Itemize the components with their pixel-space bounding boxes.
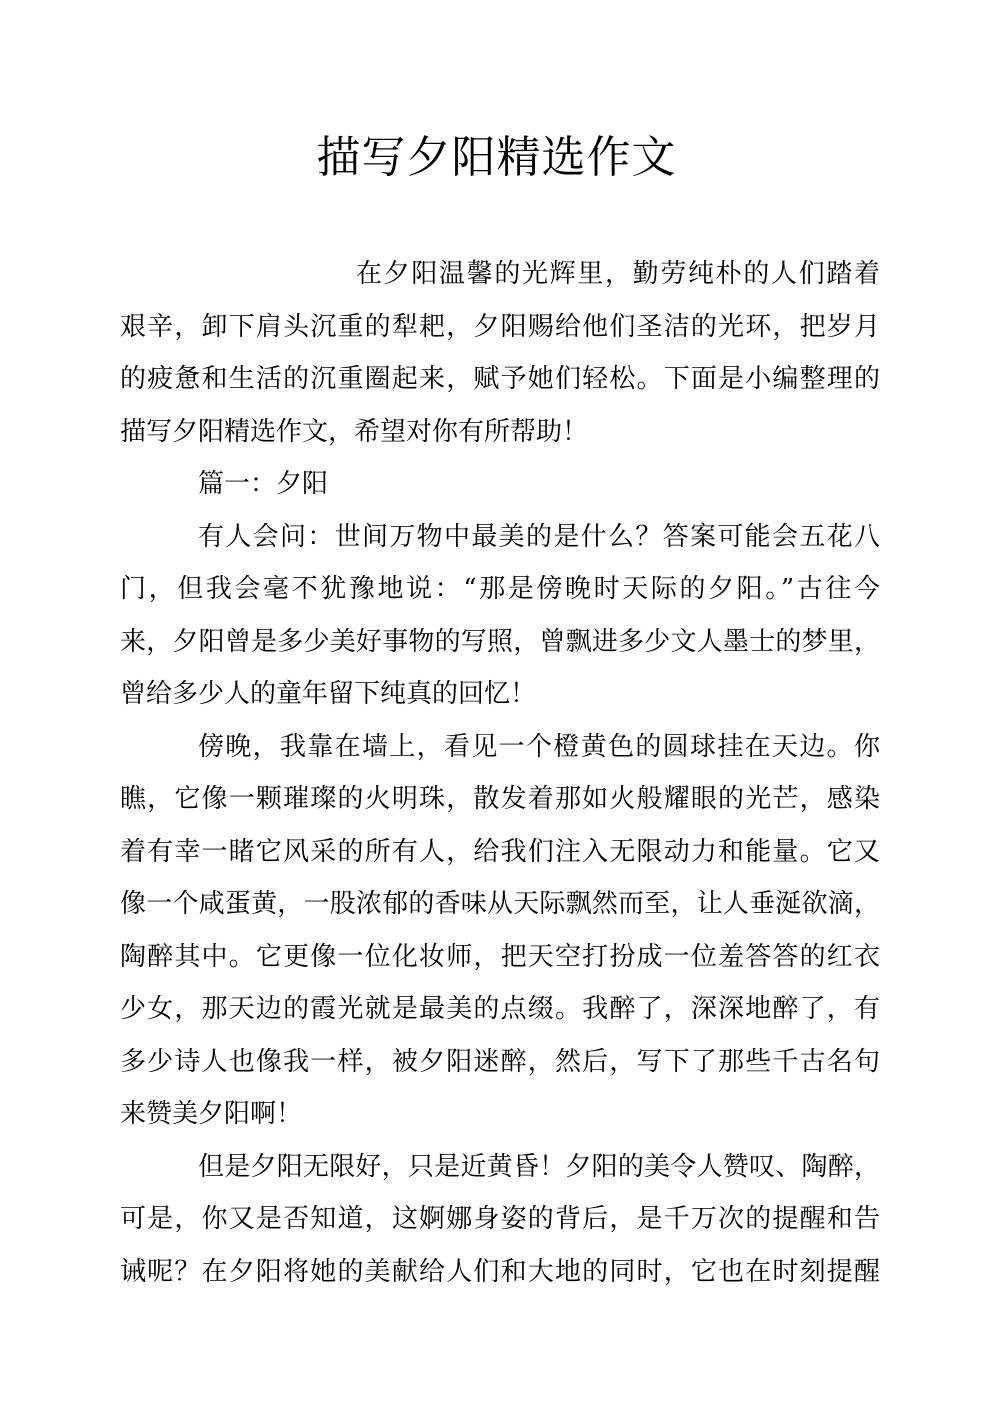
text-line: 多少诗人也像我一样，被夕阳迷醉，然后，写下了那些千古名句 — [120, 1046, 880, 1077]
document-title: 描写夕阳精选作文 — [316, 132, 677, 183]
text-line: 有人会问：世间万物中最美的是什么？答案可能会五花八 — [198, 521, 880, 552]
text-line: 诫呢？在夕阳将她的美献给人们和大地的同时，它也在时刻提醒 — [120, 1256, 880, 1287]
text-line: 来赞美夕阳啊！ — [120, 1099, 303, 1129]
text-line: 傍晚，我靠在墙上，看见一个橙黄色的圆球挂在天边。你 — [198, 731, 880, 762]
text-line: 来，夕阳曾是多少美好事物的写照，曾飘进多少文人墨士的梦里， — [120, 626, 880, 657]
text-line: 陶醉其中。它更像一位化妆师，把天空打扮成一位羞答答的红衣 — [120, 941, 880, 972]
text-line: 像一个咸蛋黄，一股浓郁的香味从天际飘然而至，让人垂涎欲滴， — [120, 889, 880, 919]
text-line: 瞧，它像一颗璀璨的火明珠，散发着那如火般耀眼的光芒，感染 — [120, 784, 880, 814]
text-line: 艰辛，卸下肩头沉重的犁耙，夕阳赐给他们圣洁的光环，把岁月 — [120, 311, 880, 342]
text-line: 可是，你又是否知道，这婀娜身姿的背后，是千万次的提醒和告 — [120, 1204, 880, 1234]
text-line: 篇一：夕阳 — [198, 469, 329, 499]
text-line: 但是夕阳无限好，只是近黄昏！夕阳的美令人赞叹、陶醉， — [198, 1151, 880, 1182]
text-line: 少女，那天边的霞光就是最美的点缀。我醉了，深深地醉了，有 — [120, 994, 880, 1024]
text-line: 门，但我会毫不犹豫地说：“那是傍晚时天际的夕阳。”古往今 — [120, 574, 880, 604]
text-line: 在夕阳温馨的光辉里，勤劳纯朴的人们踏着 — [356, 259, 880, 289]
text-line: 着有幸一睹它风采的所有人，给我们注入无限动力和能量。它又 — [120, 836, 880, 867]
text-line: 的疲惫和生活的沉重圈起来，赋予她们轻松。下面是小编整理的 — [120, 364, 880, 394]
text-line: 曾给多少人的童年留下纯真的回忆！ — [120, 679, 537, 709]
text-line: 描写夕阳精选作文，希望对你有所帮助！ — [120, 416, 589, 447]
document-body — [120, 248, 880, 1298]
